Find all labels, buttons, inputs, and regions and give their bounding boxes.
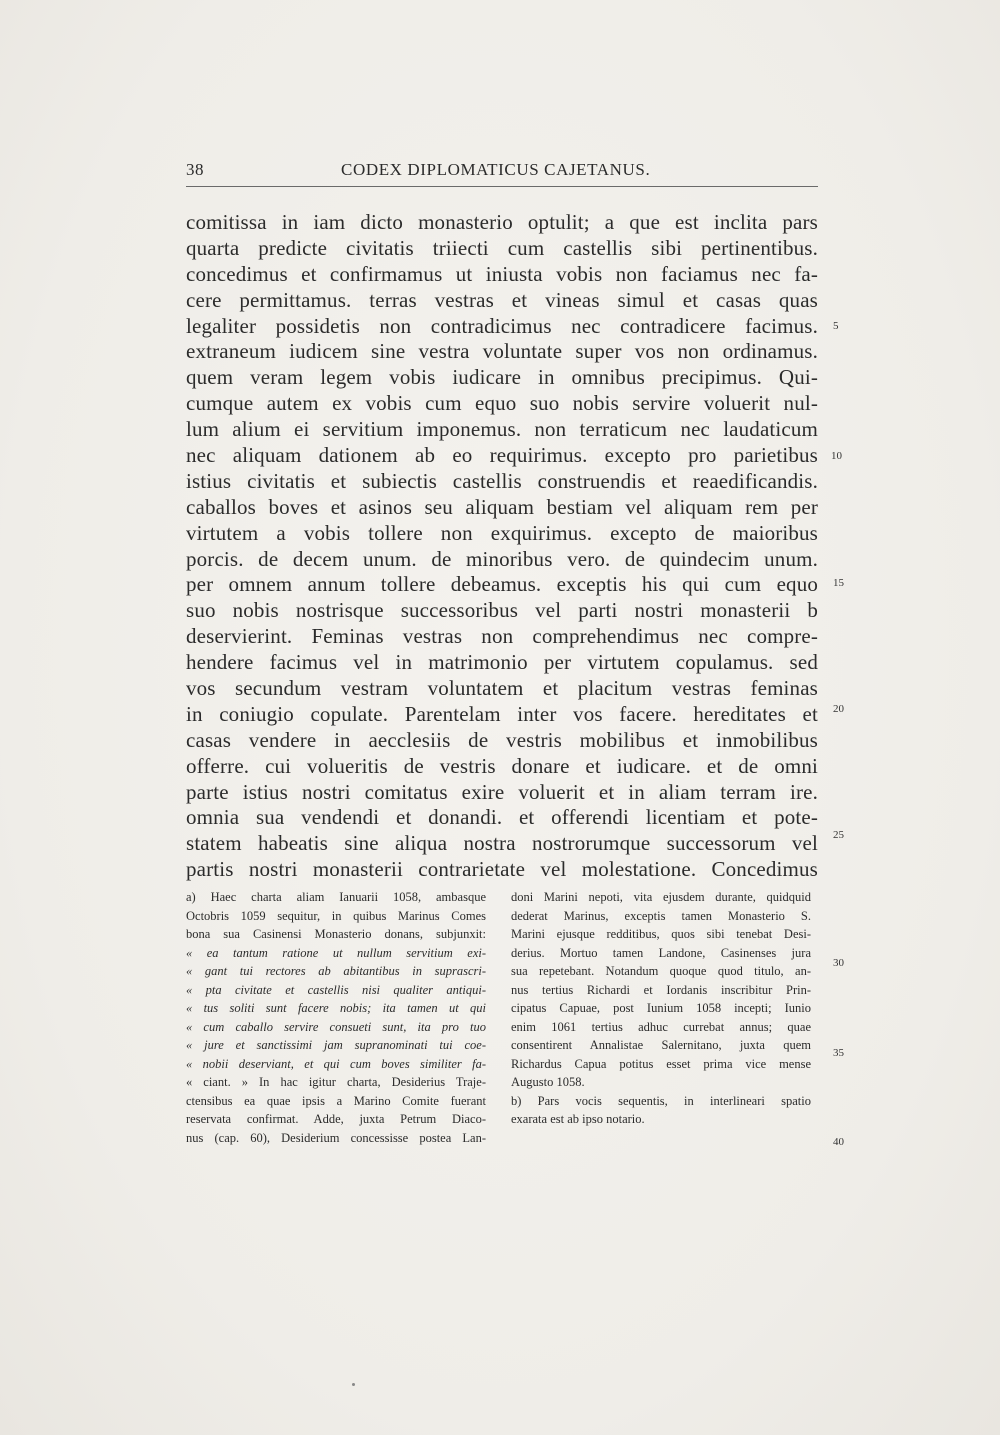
footnote-line: « pta civitate et castellis nisi qualiter antiqui- (186, 982, 486, 997)
text-line: lum alium ei servitium imponemus. non terraticum nec laudaticum (186, 417, 818, 442)
footnote-line: « ea tantum ratione ut nullum servitium exi- (186, 945, 486, 960)
footnote-line: sua repetebant. Notandum quoque quod titulo, an- (511, 964, 811, 978)
text-line: omnia sua vendendi et donandi. et offerendi licentiam et pote- (186, 805, 818, 830)
page-number: 38 (186, 160, 204, 179)
footnote-line: nus (cap. 60), Desiderium concessisse postea Lan- (186, 1130, 486, 1145)
text-line: suo nobis nostrisque successoribus vel parti nostri monasterii b (186, 598, 818, 623)
line-number: 30 (833, 957, 844, 969)
text-line: extraneum iudicem sine vestra voluntate super vos non ordinamus. (186, 339, 818, 364)
text-line: quem veram legem vobis iudicare in omnibus precipimus. Qui- (186, 365, 818, 390)
text-line: porcis. de decem unum. de minoribus vero. de quindecim unum. (186, 546, 818, 571)
text-line: casas vendere in aecclesiis de vestris mobilibus et inmobilibus (186, 727, 818, 752)
footnote-line: enim 1061 tertius adhuc currebat annus; quae (511, 1019, 811, 1034)
text-line: hendere facimus vel in matrimonio per virtutem copulamus. sed (186, 650, 818, 675)
main-text (186, 210, 818, 883)
line-number: 25 (833, 829, 844, 841)
footnote-line: ctensibus ea quae ipsis a Marino Comite fuerant (186, 1093, 486, 1108)
page-header (186, 160, 818, 187)
text-line: cere permittamus. terras vestras et vineas simul et casas quas (186, 287, 818, 312)
text-line: caballos boves et asinos seu aliquam bestiam vel aliquam rem per (186, 494, 818, 519)
text-line: legaliter possidetis non contradicimus nec contradicere facimus. (186, 313, 818, 338)
text-line: vos secundum vestram voluntatem et placitum vestras feminas (186, 676, 818, 701)
footnote-line: Augusto 1058. (511, 1075, 585, 1089)
text-line: nec aliquam dationem ab eo requirimus. excepto pro parietibus (186, 443, 818, 468)
footnote-column-left (186, 888, 486, 1147)
text-line: concedimus et confirmamus ut iniusta vobis non faciamus nec fa- (186, 261, 818, 286)
footnote-line: Octobris 1059 sequitur, in quibus Marinus Comes (186, 908, 486, 923)
footnote-line: Richardus Capua potitus esset prima vice mense (511, 1056, 811, 1071)
text-line: comitissa in iam dicto monasterio optulit; a que est inclita pars (186, 210, 818, 234)
footnote-line: « gant tui rectores ab abitantibus in suprascri- (186, 964, 486, 978)
footnote-line: b) Pars vocis sequentis, in interlineari spatio (511, 1093, 811, 1108)
footnote-line: « cum caballo servire consueti sunt, ita pro tuo (186, 1019, 486, 1034)
footnote-line: consentirent Annalistae Salernitano, juxta quem (511, 1038, 811, 1052)
text-line: virtutem a vobis tollere non exquirimus. excepto de maioribus (186, 520, 818, 545)
footnote-line: « ciant. » In hac igitur charta, Desiderius Traje- (186, 1075, 486, 1089)
footnote-line: bona sua Casinensi Monasterio donans, subjunxit: (186, 927, 486, 941)
footnote-line: a) Haec charta aliam Ianuarii 1058, ambasque (186, 890, 486, 904)
footnote-line: reservata confirmat. Adde, juxta Petrum Diaco- (186, 1112, 486, 1126)
footnote-line: « nobii deserviant, et qui cum boves similiter fa- (186, 1056, 486, 1071)
text-line: istius civitatis et subiectis castellis construendis et reaedificandis. (186, 468, 818, 493)
footnote-line: doni Marini nepoti, vita ejusdem durante, quidquid (511, 890, 811, 904)
paper-speck (352, 1383, 355, 1386)
text-line: per omnem annum tollere debeamus. exceptis his qui cum equo (186, 572, 818, 597)
text-line: statem habeatis sine aliqua nostra nostrorumque successorum vel (186, 831, 818, 856)
footnote-line: « tus soliti sunt facere nobis; ita tamen ut qui (186, 1001, 486, 1015)
running-title: CODEX DIPLOMATICUS CAJETANUS. (341, 160, 651, 179)
line-number: 5 (833, 320, 839, 332)
footnote-line: cipatus Capuae, post Iunium 1058 incepti; Iunio (511, 1001, 811, 1015)
line-number: 35 (833, 1047, 844, 1059)
line-number: 10 (831, 450, 842, 462)
text-line: partis nostri monasterii contrarietate vel molestatione. Concedimus (186, 857, 818, 882)
text-line: parte istius nostri comitatus exire voluerit et in aliam terram ire. (186, 779, 818, 804)
text-line: in coniugio copulate. Parentelam inter vos facere. hereditates et (186, 701, 818, 726)
footnote-line: nus tertius Richardi et Iordanis inscribitur Prin- (511, 982, 811, 997)
text-line: deservierint. Feminas vestras non comprehendimus nec compre- (186, 624, 818, 649)
footnote-line: derius. Mortuo tamen Landone, Casinenses jura (511, 945, 811, 960)
line-number: 40 (833, 1136, 844, 1148)
footnote-line: Marini ejusque redditibus, quos sibi tenebat Desi- (511, 927, 811, 941)
line-number: 20 (833, 703, 844, 715)
text-line: offerre. cui volueritis de vestris donare et iudicare. et de omni (186, 753, 818, 778)
line-number: 15 (833, 577, 844, 589)
footnote-line: exarata est ab ipso notario. (511, 1112, 645, 1126)
footnotes (186, 888, 816, 1158)
footnote-line: « jure et sanctissimi jam supranominati tui coe- (186, 1038, 486, 1052)
text-line: cumque autem ex vobis cum equo suo nobis servire voluerit nul- (186, 391, 818, 416)
text-line: quarta predicte civitatis triiecti cum castellis sibi pertinentibus. (186, 235, 818, 260)
footnote-line: dederat Marinus, exceptis tamen Monasterio S. (511, 908, 811, 923)
footnote-column-right (511, 888, 811, 1129)
